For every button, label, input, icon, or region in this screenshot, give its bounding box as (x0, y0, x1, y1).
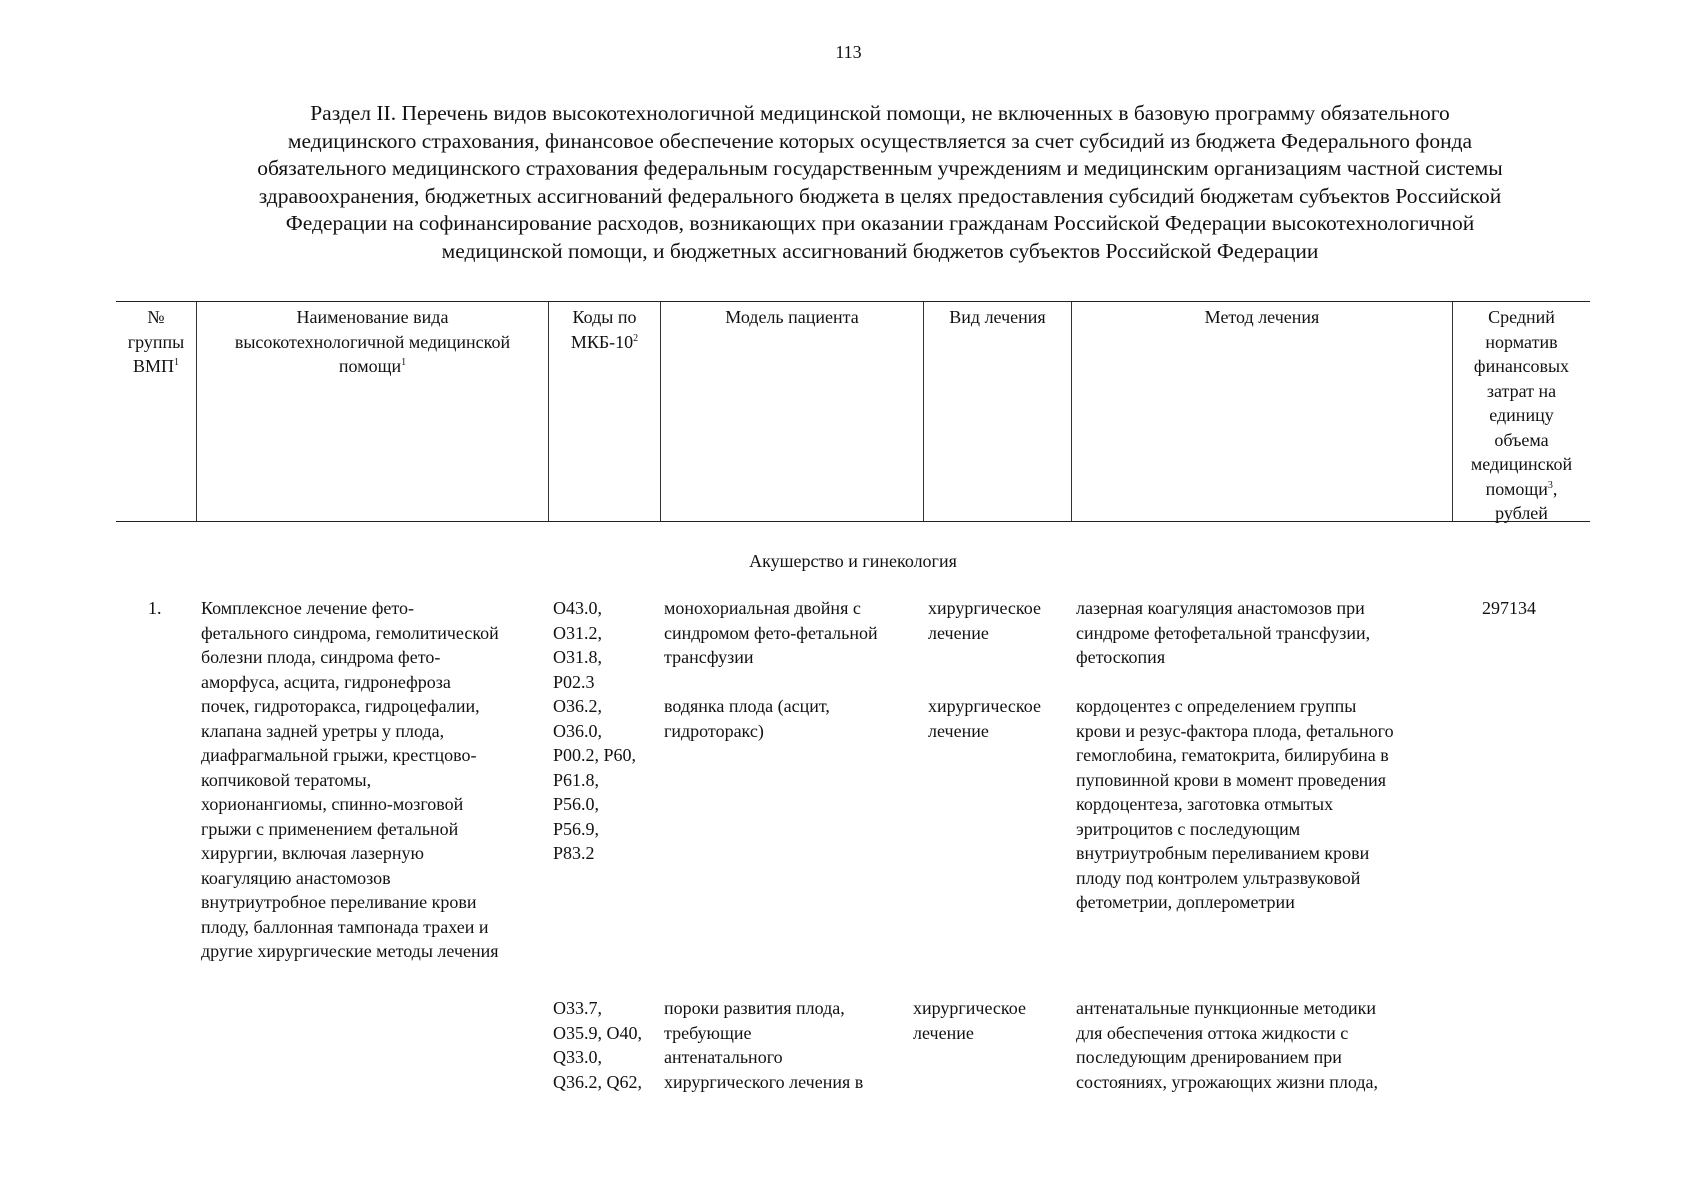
heading-line: обязательного медицинского страхования федеральным государственным учреждениям и медицинским организациям частной системы (257, 156, 1503, 180)
text-line: Q33.0, (553, 1047, 602, 1067)
text-line: трансфузии (664, 647, 754, 667)
header-treatment-method (1071, 302, 1452, 521)
text-line: монохориальная двойня с (664, 598, 861, 618)
text-line: фетоскопия (1076, 647, 1166, 667)
text-line: антенатальные пункционные методики (1076, 998, 1377, 1018)
text-line: P61.8, (553, 769, 600, 790)
treatment-type (928, 694, 1041, 743)
text-line: фетального синдрома, гемолитической (201, 622, 499, 643)
text-line: почек, гидроторакса, гидроцефалии, (201, 696, 480, 716)
header-cost (1452, 302, 1590, 521)
text-line: эритроцитов с последующим (1076, 818, 1301, 839)
text-line: пуповинной крови в момент проведения (1076, 769, 1387, 790)
text-line: диафрагмальной грыжи, крестцово- (201, 745, 477, 765)
footnote-mark: 2 (633, 332, 639, 344)
header-text: Метод лечения (1204, 307, 1320, 327)
header-text: высокотехнологичной медицинской (234, 331, 511, 352)
text-line: для обеспечения оттока жидкости с (1076, 1022, 1349, 1043)
header-text: объема (1494, 429, 1549, 450)
heading-line: медицинской помощи, и бюджетных ассигнований бюджетов субъектов Российской Федерации (441, 238, 1319, 263)
header-text: Средний (1488, 307, 1555, 327)
text-line: O31.2, (553, 622, 602, 643)
text-line: коагуляцию анастомозов (201, 867, 391, 888)
patient-model (664, 996, 863, 1094)
text-line: внутриутробным переливанием крови (1076, 843, 1370, 863)
text-line: O36.0, (553, 720, 602, 741)
text-line: хирургическое (928, 696, 1041, 716)
text-line: крови и резус-фактора плода, фетального (1076, 720, 1394, 741)
header-icd-codes (548, 302, 660, 521)
header-care-type (196, 302, 548, 521)
footnote-mark: 1 (174, 357, 179, 368)
row-number: 1. (148, 598, 162, 618)
text-line: плоду под контролем ультразвуковой (1076, 867, 1361, 888)
text-line: последующим дренированием при (1076, 1047, 1342, 1067)
header-text: группы (127, 331, 185, 352)
header-text: помощи$^1$ (338, 356, 407, 376)
header-text: финансовых (1473, 356, 1570, 376)
text-line: другие хирургические методы лечения (201, 941, 499, 961)
header-text: Вид лечения (949, 307, 1046, 327)
icd-codes (553, 596, 602, 694)
text-line: O36.2, (553, 696, 602, 716)
treatment-method (1076, 596, 1370, 670)
text-line: синдроме фетофетальной трансфузии, (1076, 622, 1371, 643)
text-line: водянка плода (асцит, (664, 696, 830, 716)
text-line: P00.2, P60, (553, 745, 637, 765)
specialty-title: Акушерство и гинекология (749, 551, 957, 571)
header-text: единицу (1489, 405, 1554, 425)
text-line: кордоцентеза, заготовка отмытых (1076, 794, 1334, 814)
text-line: P02.3 (553, 671, 595, 692)
heading-line: Федерации на софинансирование расходов, возникающих при оказании гражданам Российской Федерации высокотехнологичной (285, 211, 1475, 235)
text-line: гидроторакс) (664, 720, 764, 741)
text-line: Q36.2, Q62, (553, 1071, 642, 1092)
patient-model (664, 596, 878, 670)
text-line: аморфуса, асцита, гидронефроза (201, 671, 451, 692)
text-line: лечение (928, 622, 989, 643)
text-line: синдромом фето-фетальной (664, 622, 878, 643)
text-line: P56.9, (553, 818, 600, 839)
text-line: кордоцентез с определением группы (1076, 696, 1357, 716)
text-line: состояниях, угрожающих жизни плода, (1076, 1071, 1379, 1092)
footnote-mark: 1 (401, 357, 407, 368)
cost-value: 297134 (1482, 598, 1536, 618)
text-line: болезни плода, синдрома фето- (201, 647, 441, 667)
text-line: хирургическое (928, 598, 1041, 618)
footnote-mark: 3 (1547, 479, 1553, 491)
text-line: P83.2 (553, 843, 595, 863)
header-patient-model (660, 302, 923, 521)
text-line: P56.0, (553, 794, 600, 814)
text-line: хирургии, включая лазерную (201, 843, 425, 863)
text-line: клапана задней уретры у плода, (201, 720, 445, 741)
patient-model (664, 694, 830, 743)
care-type-name (201, 596, 499, 964)
text-line: требующие (664, 1022, 752, 1043)
header-text: Наименование вида (296, 307, 449, 327)
header-text: норматив (1485, 331, 1558, 352)
header-text: № (147, 307, 165, 327)
text-line: лечение (913, 1022, 974, 1043)
text-line: Комплексное лечение фето- (201, 598, 414, 618)
text-line: хирургическое (913, 998, 1026, 1018)
header-text: МКБ-$10^2$ (570, 331, 639, 352)
heading-line: здравоохранения, бюджетных ассигнований федерального бюджета в целях предоставления субсидий бюджетам субъектов Российской (258, 183, 1502, 208)
text-line: грыжи с применением фетальной (201, 818, 459, 839)
text-line: фетометрии, доплерометрии (1076, 892, 1295, 912)
header-text: Модель пациента (725, 307, 859, 327)
text-line: плоду, баллонная тампонада трахеи и (201, 916, 489, 937)
table-header (116, 301, 1590, 522)
header-text: помощи$^3$, (1485, 478, 1558, 499)
header-treatment-type (923, 302, 1071, 521)
text-line: O33.7, (553, 998, 602, 1018)
header-text: рублей (1495, 503, 1548, 523)
text-line: хорионангиомы, спинно-мозговой (201, 794, 464, 814)
text-line: O43.0, (553, 598, 602, 618)
header-text: затрат на (1486, 380, 1557, 401)
header-group-number (116, 302, 196, 521)
text-line: O35.9, O40, (553, 1022, 642, 1043)
page-number: 113 (835, 42, 862, 62)
text-line: O31.8, (553, 647, 602, 667)
heading-line: медицинского страхования, финансовое обеспечение которых осуществляется за счет субсидий из бюджета Федерального фонда (287, 128, 1473, 153)
text-line: внутриутробное переливание крови (201, 892, 477, 912)
text-line: гемоглобина, гематокрита, билирубина в (1076, 745, 1389, 765)
text-line: хирургического лечения в (664, 1071, 864, 1092)
treatment-type (928, 596, 1041, 645)
text-line: лазерная коагуляция анастомозов при (1076, 598, 1365, 618)
section-heading (160, 100, 1600, 265)
treatment-method (1076, 996, 1378, 1094)
icd-codes (553, 694, 636, 866)
icd-codes (553, 996, 642, 1094)
heading-line: Раздел II. Перечень видов высокотехнологичной медицинской помощи, не включенных в базовую программу обязательного (310, 101, 1450, 125)
header-text: медицинской (1470, 454, 1573, 474)
treatment-type (913, 996, 1026, 1045)
treatment-method (1076, 694, 1394, 915)
text-line: антенатального (664, 1047, 783, 1067)
header-text: ВМП$^1$ (132, 356, 179, 376)
header-text: Коды по (572, 307, 637, 327)
text-line: пороки развития плода, (664, 998, 845, 1018)
text-line: лечение (928, 720, 989, 741)
text-line: копчиковой тератомы, (201, 769, 372, 790)
